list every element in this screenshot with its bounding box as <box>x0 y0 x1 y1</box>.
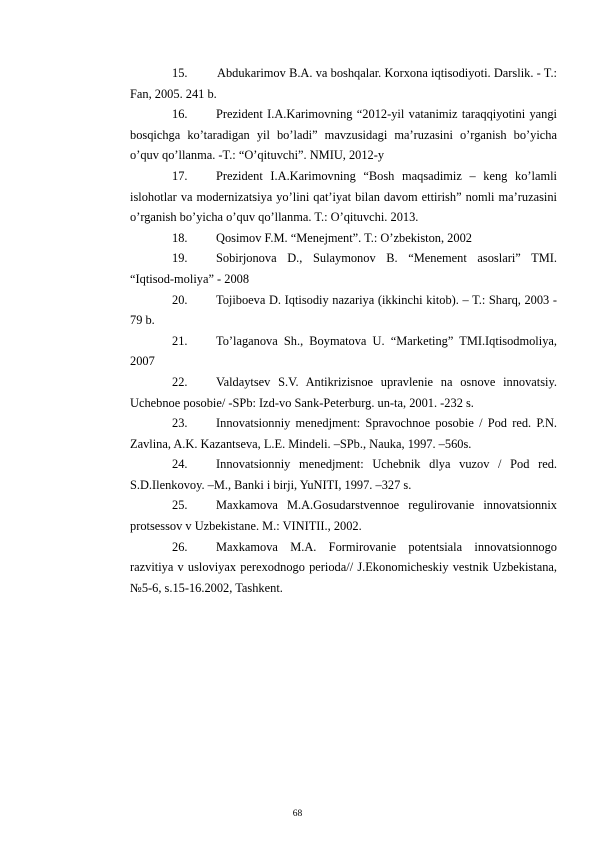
reference-number: 26. <box>172 539 188 554</box>
reference-text: Sobirjonova D., Sulaymonov B. “Menement asoslari” TMI. “Iqtisod-moliya” - 2008 <box>130 251 557 286</box>
reference-number: 19. <box>172 251 188 266</box>
reference-text: Innovatsionniy menedjment: Spravochnoe posobie / Pod red. P.N. Zavlina, A.K. Kazantseva, L.E. Mindeli. –SPb., Nauka, 1997. –560s. <box>130 416 557 451</box>
reference-number: 25. <box>172 498 188 513</box>
reference-number: 21. <box>172 333 188 348</box>
reference-number: 16. <box>172 107 188 122</box>
reference-text: Abdukarimov B.A. va boshqalar. Korxona iqtisodiyoti. Darslik. - T.: Fan, 2005. 241 b. <box>130 66 557 101</box>
reference-item <box>130 104 557 166</box>
reference-item <box>130 537 557 599</box>
reference-text: Valdaytsev S.V. Antikrizisnoe upravlenie na osnove innovatsiy. Uchebnoe posobie/ -SPb: Izd-vo Sank-Peterburg. un-ta, 2001. -232 s. <box>130 374 557 410</box>
reference-item <box>130 454 557 495</box>
reference-number: 22. <box>172 374 188 389</box>
reference-text: Tojiboeva D. Iqtisodiy nazariya (ikkinchi kitob). – T.: Sharq, 2003 - 79 b. <box>130 292 557 328</box>
reference-list <box>130 63 557 598</box>
reference-number: 15. <box>172 66 188 80</box>
reference-text: Maxkamova M.A. Formirovanie potentsiala innovatsionnogo razvitiya v usloviyax perexodnogo perioda// J.Ekonomicheskiy vestnik Uzbekistana, №5-6, s.15-16.2002, Tashkent. <box>130 539 557 595</box>
reference-item <box>130 331 557 372</box>
reference-number: 20. <box>172 292 188 307</box>
reference-item <box>130 166 557 228</box>
reference-text: Qosimov F.M. “Menejment”. T.: O’zbekiston, 2002 <box>216 230 472 245</box>
reference-number: 24. <box>172 457 188 472</box>
reference-item <box>130 228 557 249</box>
reference-item <box>130 372 557 413</box>
reference-text: To’laganova Sh., Boymatova U. “Marketing” TMI.Iqtisodmoliya, 2007 <box>130 333 557 369</box>
page-number: 68 <box>292 809 303 819</box>
reference-text: Prezident I.A.Karimovning “Bosh maqsadimiz – keng ko’lamli islohotlar va modernizatsiya yo’lini qat’iyat bilan davom ettirish” nomli ma’ruzasini o’rganish bo’yicha o’quv qo’llanma. T.: O’qituvchi. 2013. <box>130 168 557 225</box>
reference-item <box>130 290 557 331</box>
reference-number: 23. <box>172 416 188 431</box>
reference-item <box>130 413 557 454</box>
reference-text: Prezident I.A.Karimovning “2012-yil vatanimiz taraqqiyotini yangi bosqichga ko’taradigan yil bo’ladi” mavzusidagi ma’ruzasini o’rganish bo’yicha o’quv qo’llanma. -T.: “O’qituvchi”. NMIU, 2012-y <box>130 107 557 163</box>
reference-item <box>130 248 557 289</box>
reference-number: 18. <box>172 230 188 245</box>
reference-number: 17. <box>172 168 188 183</box>
reference-item <box>130 63 557 104</box>
reference-text: Maxkamova M.A.Gosudarstvennoe regulirovanie innovatsionnix protsessov v Uzbekistane. M.: VINITII., 2002. <box>130 498 557 534</box>
reference-item <box>130 495 557 536</box>
reference-text: Innovatsionniy menedjment: Uchebnik dlya vuzov / Pod red. S.D.Ilenkovoy. –M., Banki i birji, YuNITI, 1997. –327 s. <box>130 457 557 492</box>
